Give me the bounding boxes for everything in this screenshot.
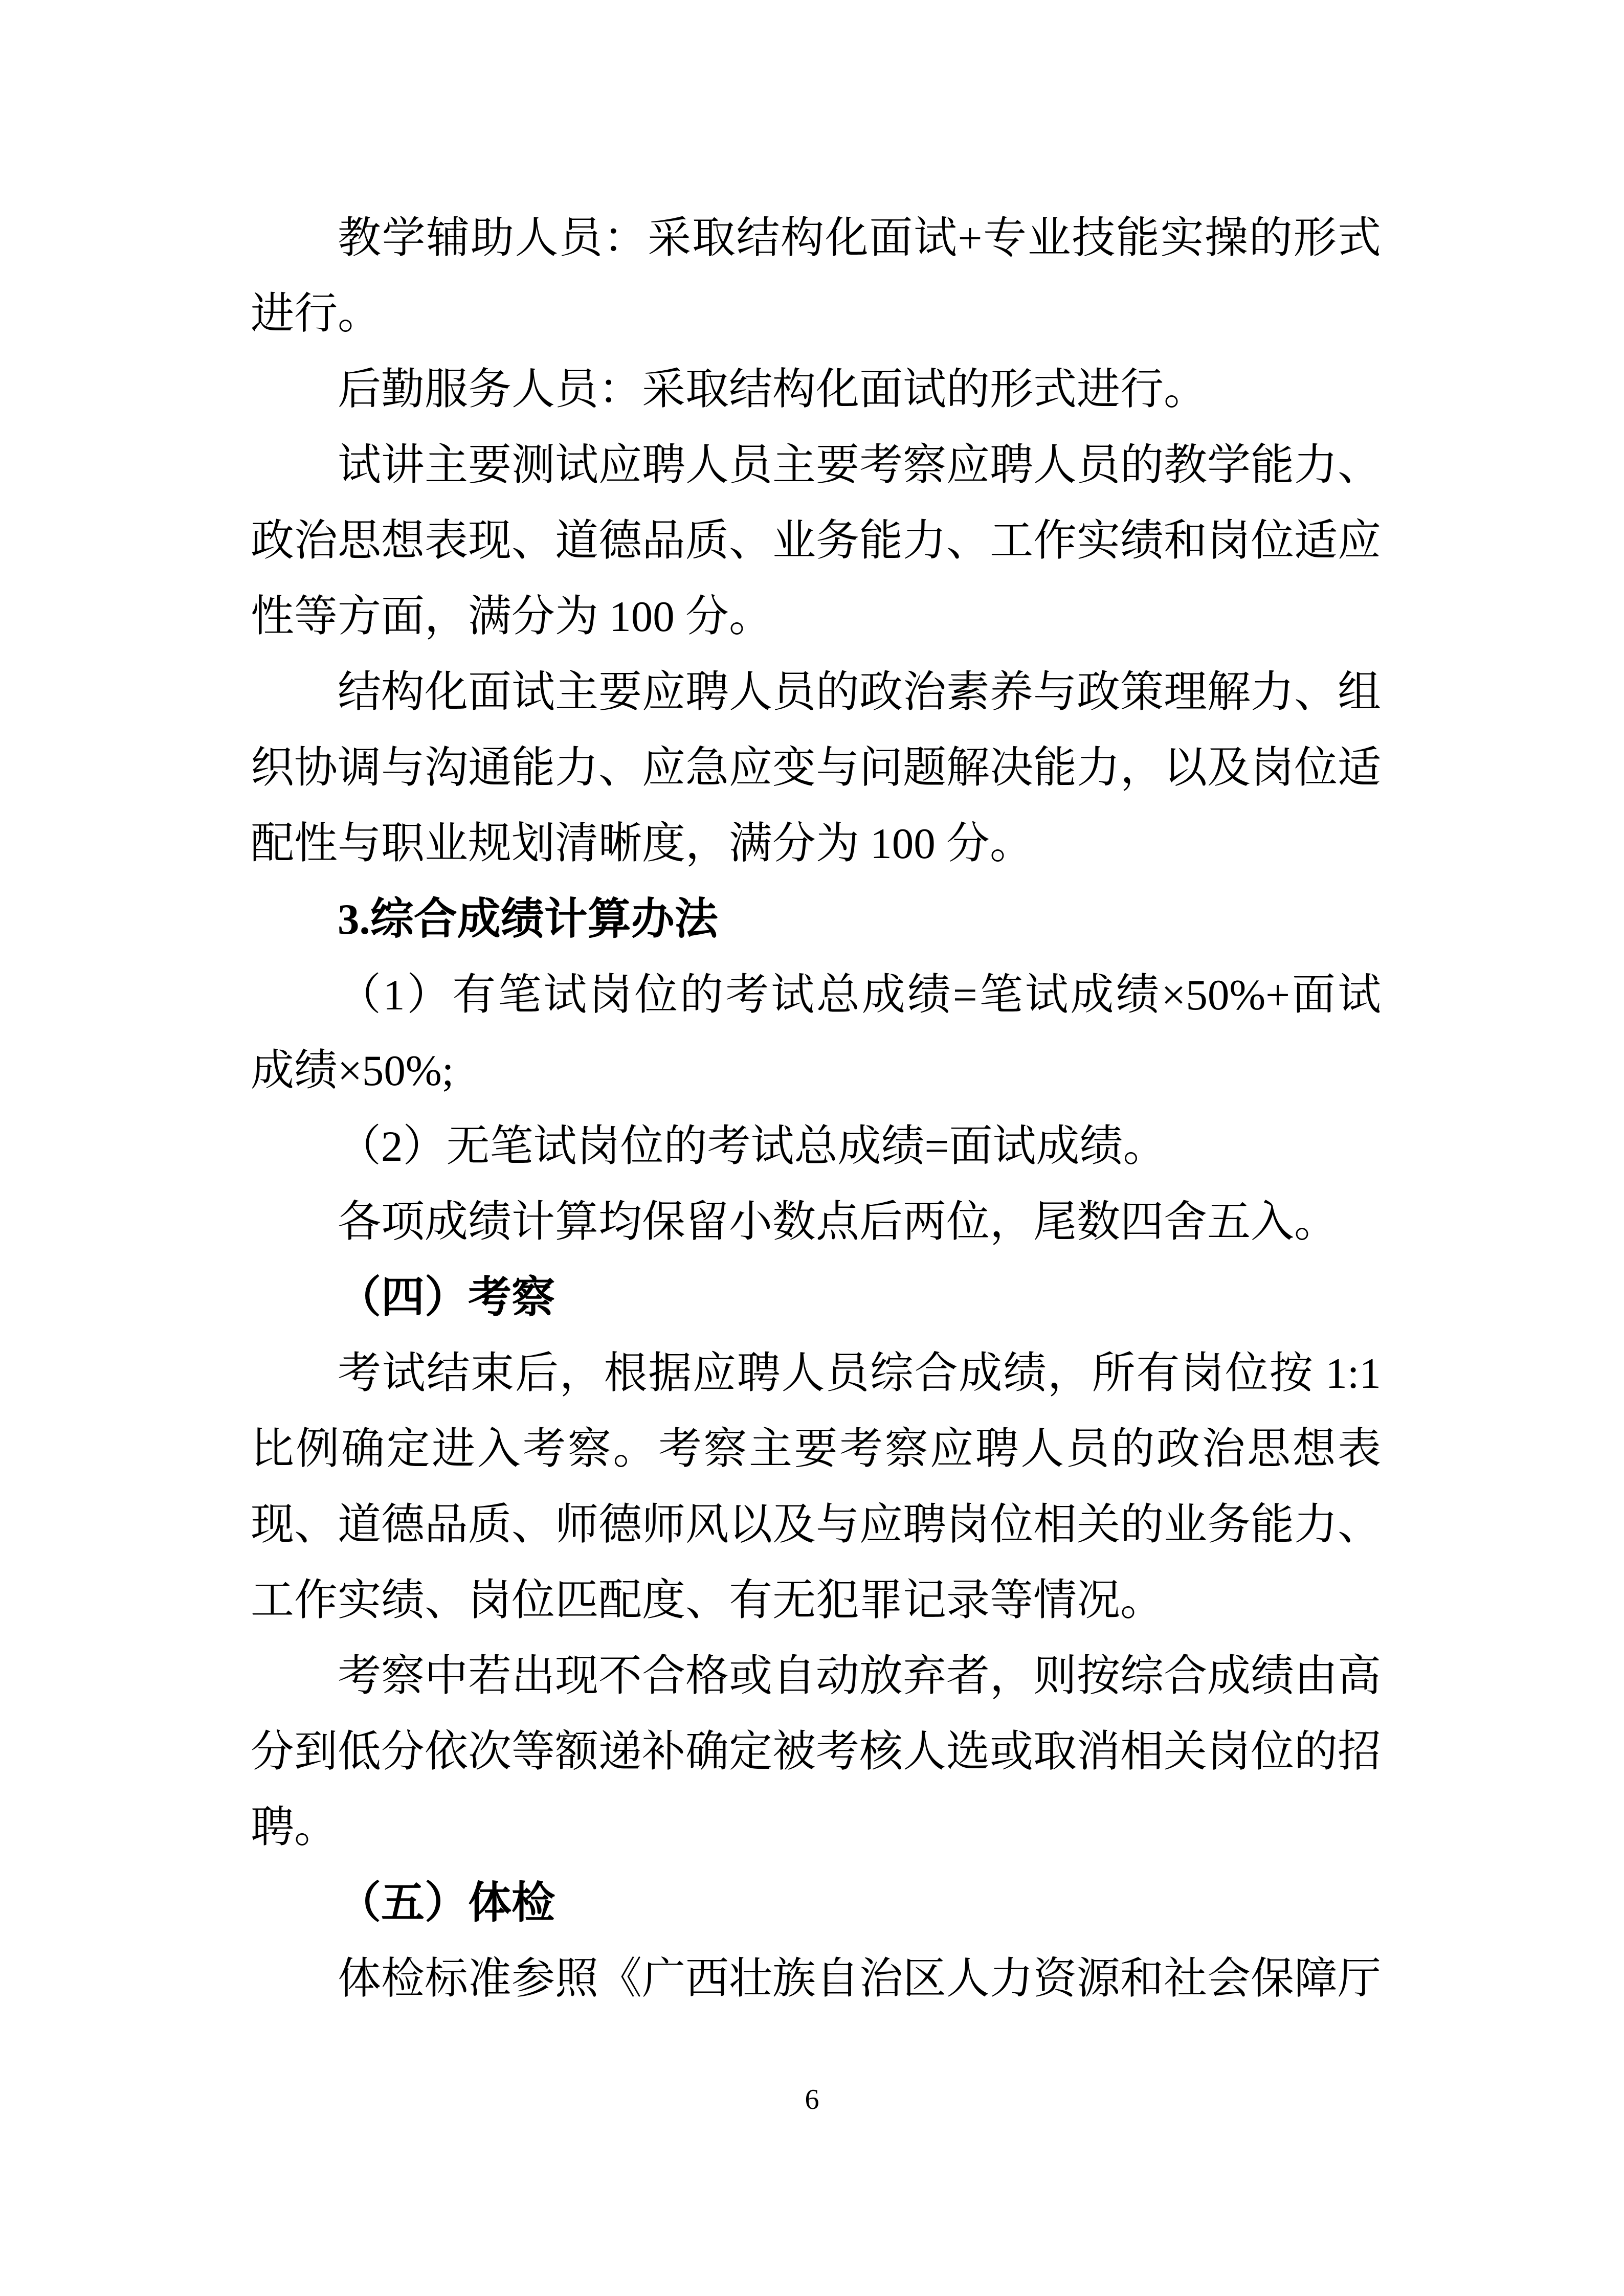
section-heading: 3.综合成绩计算办法 <box>338 895 718 943</box>
paragraph: （1）有笔试岗位的考试总成绩=笔试成绩×50%+面试成绩×50%; <box>251 971 1381 1095</box>
paragraph: 体检标准参照《广西壮族自治区人力资源和社会保障厅 <box>338 1955 1382 2003</box>
section-heading: （五）体检 <box>338 1879 555 1927</box>
paragraph: 教学辅助人员：采取结构化面试+专业技能实操的形式进行。 <box>251 214 1381 338</box>
paragraph: 后勤服务人员：采取结构化面试的形式进行。 <box>338 366 1208 414</box>
paragraph: 考试结束后，根据应聘人员综合成绩，所有岗位按 1:1 比例确定进入考察。考察主要考察应聘人员的政治思想表现、道德品质、师德师风以及与应聘岗位相关的业务能力、工作实绩、岗位匹配度、有无犯罪记录等情况。 <box>251 1349 1382 1625</box>
paragraph: 各项成绩计算均保留小数点后两位，尾数四舍五入。 <box>338 1198 1338 1246</box>
document-body <box>251 200 1381 2017</box>
page-footer <box>0 2085 1624 2114</box>
paragraph: 考察中若出现不合格或自动放弃者，则按综合成绩由高分到低分依次等额递补确定被考核人选或取消相关岗位的招聘。 <box>251 1652 1382 1852</box>
section-heading: （四）考察 <box>338 1274 555 1322</box>
paragraph: （2）无笔试岗位的考试总成绩=面试成绩。 <box>338 1122 1167 1170</box>
page-number: 6 <box>805 2084 819 2115</box>
paragraph: 试讲主要测试应聘人员主要考察应聘人员的教学能力、政治思想表现、道德品质、业务能力、工作实绩和岗位适应性等方面，满分为 100 分。 <box>251 441 1382 641</box>
paragraph: 结构化面试主要应聘人员的政治素养与政策理解力、组织协调与沟通能力、应急应变与问题解决能力，以及岗位适配性与职业规划清晰度，满分为 100 分。 <box>251 668 1382 868</box>
